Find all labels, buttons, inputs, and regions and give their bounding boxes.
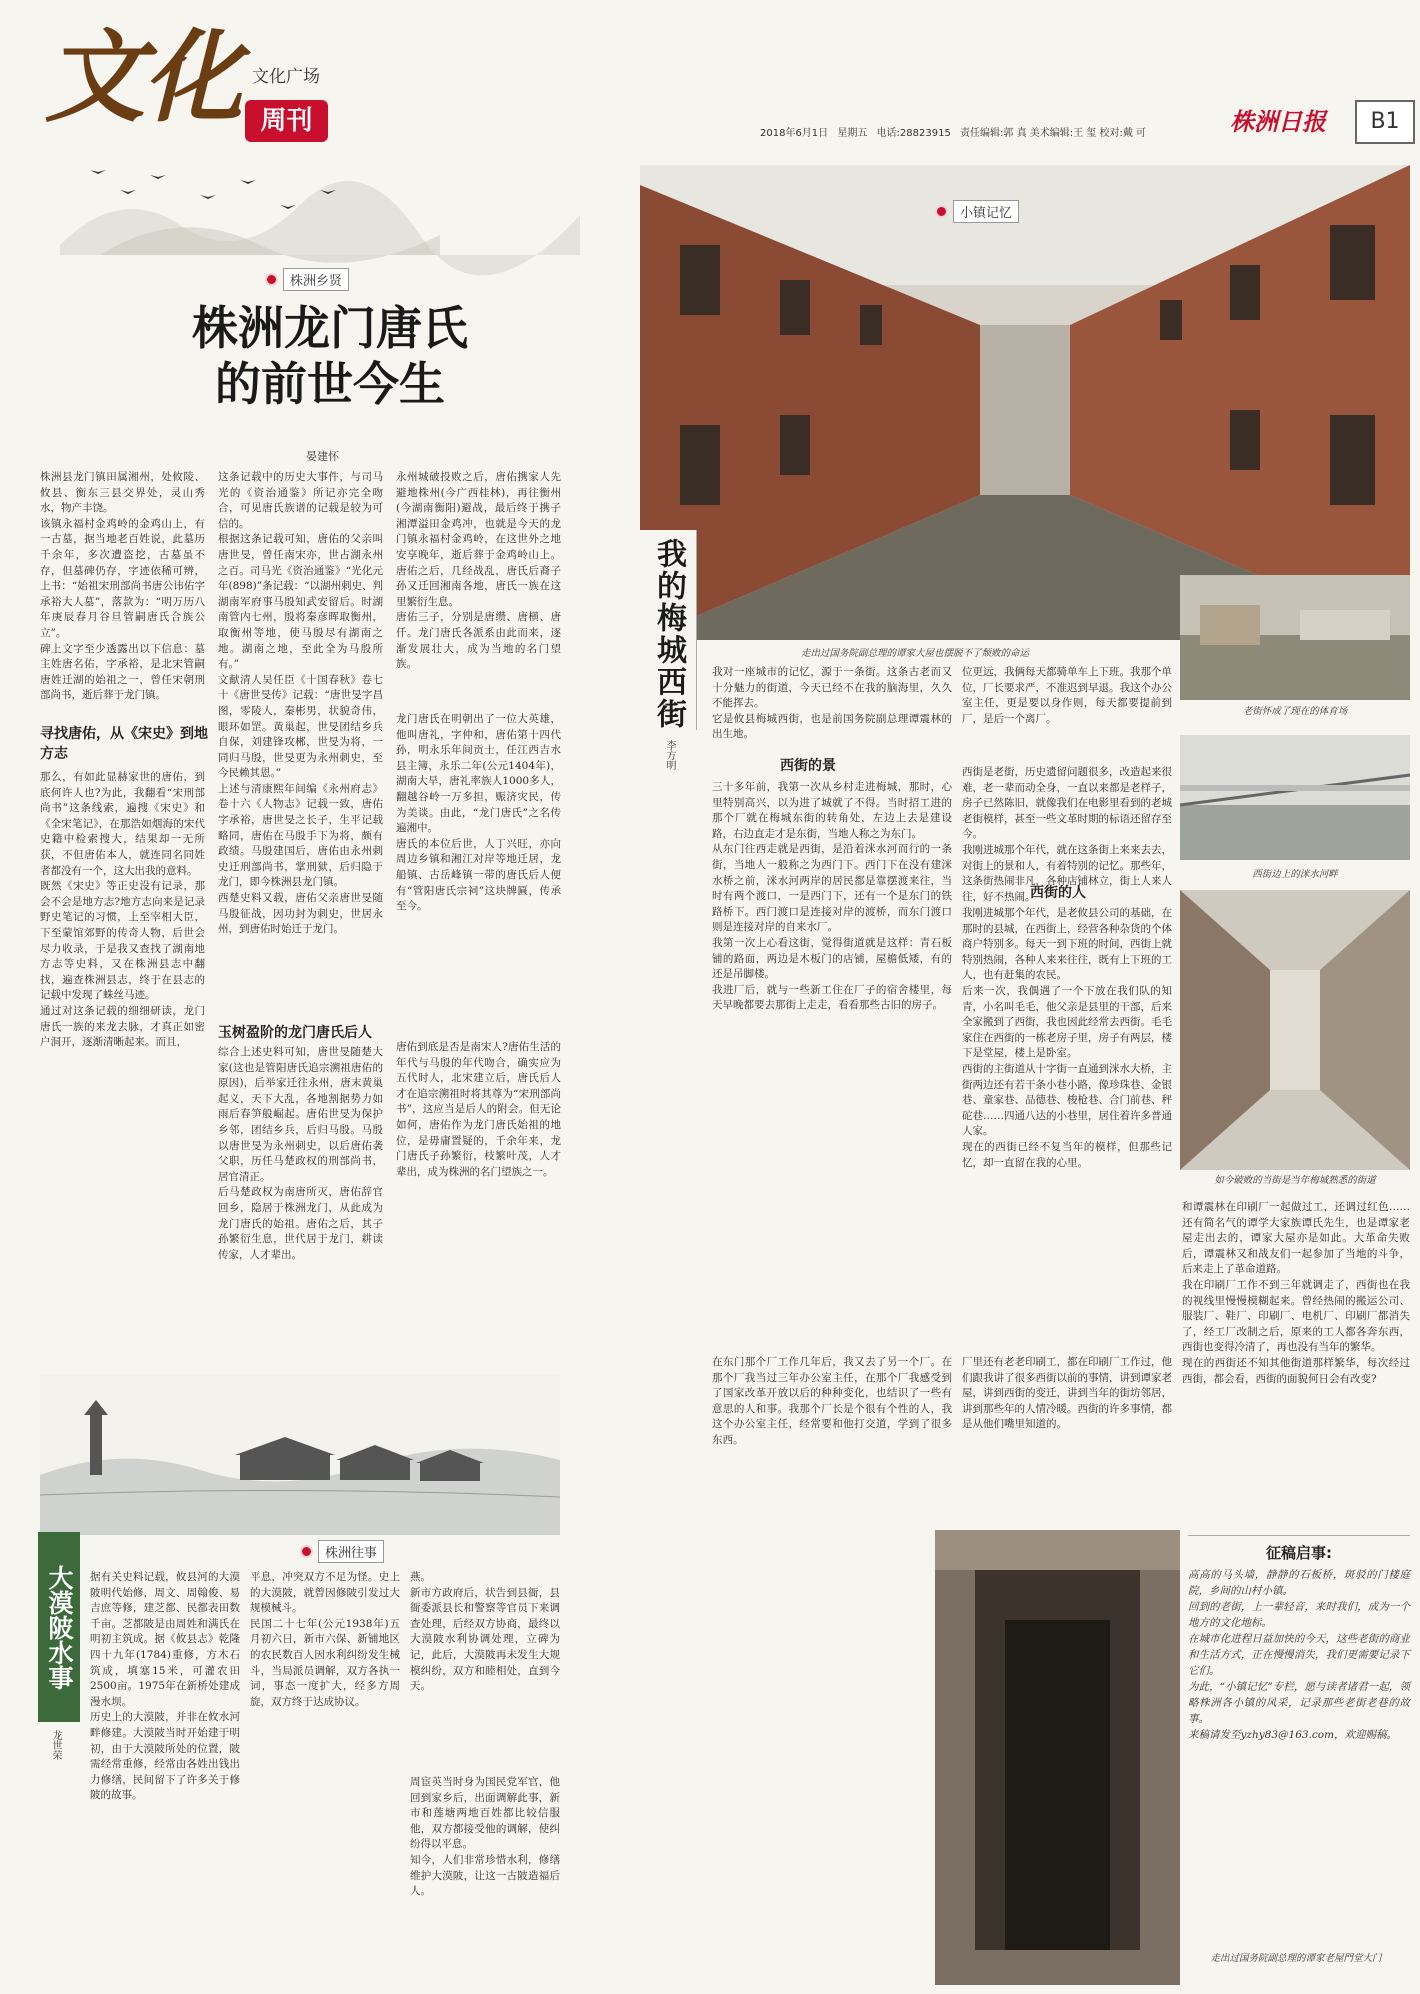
red-dot-icon: [935, 205, 948, 218]
article1-col3b: 龙门唐氏在明朝出了一位大英雄，他叫唐礼，字仲和，唐佑第十四代孙，明永乐年间贡士，任江西吉水县主簿，永乐二年(公元1404年)，湖南大旱，唐礼率族人1000多人，翻越谷岭一万多担，赈济灾民，传为美谈。由此，“龙门唐氏”之名传遍湘中。 唐氏的本位后世，人丁兴旺，亦向周边乡镇和湘江对岸等地迁居，龙船镇、古岳峰镇一带的唐氏后人便有“管阳唐氏宗祠”这块牌匾，传承至今。: [396, 713, 561, 913]
tag-label: 小镇记忆: [953, 200, 1019, 223]
article1-col2b: 综合上述史料可知，唐世旻随楚大家(这也是管阳唐氏追宗溯祖唐佑的原因)，后举家迁往永州，唐末黄巢起义，天下大乱，各地割据势力如雨后春笋般崛起。唐佑世旻为保护乡邻，团结乡兵，后归马殷。马殷以唐世旻为永州刺史，以后唐佑袭父职，历任马楚政权的刑部尚书，居官清正。 后马楚政权为南唐所灭，唐佑辞官回乡，隐居于株洲龙门，从此成为龙门唐氏的始祖。唐佑之后，其子孙繁衍生息，世代居于龙门，耕读传家，人才辈出。: [218, 1046, 383, 1261]
article1-col1b: 那么，有如此显赫家世的唐佑，到底何许人也?为此，我翻看“宋刑部尚书”这条线索，遍搜《宋史》和《全宋笔记》，在那浩如烟海的宋代史籍中检索搜大，结果却一无所获，不但唐佑本人，就连同名同姓者都没有一个，这大出我的意料。 既然《宋史》等正史没有记录，那会不会是地方志?地方志向来是记录野史笔记的习惯，上至宰相大臣，下至蒙馆郊野的传奇人物，后世会尽力收录，于是我又查找了湖南地方志等史料，又在株洲县志中翻找，遍查株洲县志，终于在县志的记载中发现了蛛丝马迹。 通过对这条记载的细细研读，龙门唐氏一族的来龙去脉，才真正如密户洞开，逐渐清晰起来。而且，: [40, 771, 205, 1049]
newspaper-logo: 株洲日报: [1230, 107, 1326, 136]
article1-title: [120, 300, 540, 412]
article2-colE: 和谭震林在印刷厂一起做过工，还调过红色……还有简名气的谭学大家族谭氏先生，也是谭家老屋走出去的，谭家大屋亦是如此。大革命失败后，谭震林又和战友们一起参加了当地的斗争，后来走上了革命道路。 我在印刷厂工作不到三年就调走了，西街也在我的视线里慢慢模糊起来。曾经热闹的搬运公司、服装厂、鞋厂、印刷厂、电机厂、印刷厂都消失了，经工厂改制之后，原来的工人都各奔东西，西街也变得冷清了，再也没有当年的繁华。 现在的西街还不知其他街道那样繁华，每次经过西街，都会看，西街的面貌何日会有改变?: [1182, 1201, 1410, 1385]
photo-river: [1180, 735, 1410, 860]
masthead: [0, 0, 1420, 140]
date: 2018年6月1日: [760, 128, 829, 139]
notice-body: 高高的马头墙，静静的石板桥，斑驳的门楼庭院，乡间的山村小镇。 回到的老街，上一辈轻音，来时我们，成为一个地方的文化地标。 在城市化进程日益加快的今天，这些老街的商业和生活方式，正在慢慢消失，我们更需要记录下它们。 为此，“小镇记忆”专栏，愿与读者诸君一起，领略株洲各小镇的风采，记录那些老街老巷的故事。 来稿请发至yzhy83@163.com，欢迎赐稿。: [1188, 1569, 1410, 1741]
article2-colB: 西街是老街，历史遗留问题很多，改造起来很难，老一辈而动全身，一直以来都是老样子，房子已然陈旧，就像我们在电影里看到的老城老街模样，甚至一些文革时期的标语还留存至今。 我刚进城那个年代，就在这条街上来来去去，对街上的景和人，有着特别的记忆。那些年，这条街热闹非凡，各种店铺林立，街上人来人往，好不热闹。: [962, 766, 1172, 903]
water-village-illustration: [40, 1375, 560, 1535]
title-line-2: 的前世今生: [215, 357, 445, 411]
red-dot-icon: [300, 1545, 313, 1558]
photo-old-street: [1180, 890, 1410, 1170]
red-dot-icon: [265, 273, 278, 286]
section-label: 文化广场: [252, 67, 320, 87]
article3-col2: 平息，冲突双方不足为怪。史上的大漠陂，就曾因修陂引发过大规模械斗。 民国二十七年(公元1938年)五月初六日，新市六保、新铺地区的农民数百人因水利纠纷发生械斗，当局派员调解，双方各执一词，事态一度扩大，经多方周旋，双方终于达成协议。: [250, 1571, 400, 1708]
article2-intro: 我对一座城市的记忆，源于一条街。这条古老而又十分魅力的街道，今天已经不在我的脑海里，久久不能挥去。 它是攸县梅城西街，也是前国务院副总理谭震林的出生地。: [712, 666, 952, 741]
photo-old-street-caption: 如今破败的当街是当年梅城熟悉的街道: [1214, 1175, 1376, 1186]
tag-xiaozhen-jiyi: [935, 200, 1019, 223]
tag-zhuzhou-wangshi: [300, 1540, 384, 1563]
photo-doorway-caption: 走出过国务院副总理的谭家老屋門堂大门: [1210, 1953, 1382, 1964]
birds-decor: [80, 150, 380, 250]
photo-doorway: [935, 1530, 1180, 1985]
title-line-1: 株洲龙门唐氏: [192, 301, 468, 355]
photo-stadium: [1180, 575, 1410, 700]
article1-author: 晏建怀: [306, 450, 339, 463]
logo-text: 文化: [45, 18, 241, 136]
notice-title: 征稿启事:: [1266, 1544, 1332, 1562]
article2-author: 李方明: [664, 740, 675, 770]
page-number: B1: [1355, 100, 1415, 144]
article2-colD: 我刚进城那个年代，是老攸县公司的基础，在那时的县城，在西街上，经营各种杂货的个体商户特别多。每天一到下班的时间，西街上就特别热闹，各种人来来往往，既有上下班的工人，也有赶集的农民。 后来一次，我偶遇了一个下放在我们队的知青，小名叫毛毛，他父亲是县里的干部，后来全家搬到了西街，我也因此经常去西街。毛毛家住在西街的一栋老房子里，房子有两层，楼下是堂屋，楼上是卧室。 西街的主街道从十字街一直通到洣水大桥，主街两边还有若干条小巷小路，像珍珠巷、金银巷、童家巷、品德巷、梭枪巷、合门前巷、秤砣巷……四通八达的小巷里，居住着许多普通人家。 现在的西街已经不复当年的模样，但那些记忆，却一直留在我的心里。: [962, 907, 1172, 1169]
weekday: 星期五: [837, 128, 868, 139]
editors: 责任编辑:郭 真 美术编辑:王 玺 校对:戴 可: [960, 128, 1147, 139]
photo-stadium-caption: 老街怀成了现在的体育场: [1242, 706, 1348, 717]
article2-colC: 位更远，我俩每天都骑单车上下班。我那个单位，厂长要求严，不准迟到早退。我这个办公室主任，更是要以身作则，每天都要提前到厂，是后一个离厂。: [962, 666, 1172, 725]
article4-colG: 厂里还有老老印刷工，都在印刷厂工作过，他们跟我讲了很多西街以前的事情，讲到谭家老屋，讲到西街的变迁，讲到当年的街坊邻居，讲到那些年的人情冷暖。西街的许多事情，都是从他们嘴里知道的。: [962, 1356, 1172, 1431]
tag-label: 株洲乡贤: [283, 268, 349, 291]
article1-sub1: 寻找唐佑，从《宋史》到地方志: [40, 726, 208, 762]
article2-sub1: 西街的景: [780, 758, 836, 774]
main-photo-old-street: [640, 165, 1410, 640]
call-for-papers: [1188, 1535, 1410, 1942]
article3-vertical-title: [38, 1532, 80, 1722]
article2-title: 我的梅城西街: [651, 538, 686, 730]
article1-col2a: 这条记载中的历史大事件，与司马光的《资治通鉴》所记亦完全吻合，可见唐氏族谱的记载是较为可信的。 根据这条记载可知，唐佑的父亲叫唐世旻，曾任南宋亦，世占湖永州之百。司马光《资治通鉴》“光化元年(898)”条记载：“以湖州刺史、判湖南军府事马殷知武安留后。时湖南管内七州，殷将秦彦晖取衡州，取衡州等地，使马殷尽有湖南之地。湖南之地，至此全为马殷所有。” 文献清人吴任臣《十国春秋》卷七十《唐世旻传》记载：“唐世旻字昌图，零陵人，秦彬男，状貌奇伟，眼环如罡。黄巢起，世旻团结乡兵自保，刘建锋攻郴，世旻为将，一同归马殷，世旻更为永州刺史，至今民赖其恩。” 上述与清康熙年间编《永州府志》卷十六《人物志》记载一致，唐佑字承裕，唐世旻之长子，生平记载略同，唐佑在马殷手下为将，颇有政绩。马殷建国后，唐佑由永州刺史迁刑部尚书，掌刑狱，后归隐于龙门，即今株洲县龙门镇。 西楚史料又载，唐佑父亲唐世旻随马殷征战，因功封为刺史，世居永州，到唐佑时始迁于龙门。: [218, 471, 383, 936]
article3-col1: 据有关史料记载，攸县河的大漠陂明代始修，周文、周翰俊、易吉庶等修，建芝都、民都表田数千亩。芝都陂是由周姓和满氏在明初主筑成。据《攸县志》乾隆四十九年(1784)重修，方木石筑成，填塞15米，可灌农田2500亩。1975年在新桥处建成漫水坝。 历史上的大漠陂，并非在攸水河畔修建。大漠陂当时开始建于明初，由于大漠陂所处的位置，陂需经常重修，经常由各姓出钱出力修缮，民间留下了许多关于修陂的故事。: [90, 1571, 240, 1802]
article4-colF: 在东门那个厂工作几年后，我又去了另一个厂。在那个厂我当过三年办公室主任，在那个厂我感受到了国家改革开放以后的种种变化，也结识了一些有意思的人和事。我那个厂长是个很有个性的人，我这个办公室主任，经常要和他打交道，学到了很多东西。: [712, 1356, 952, 1446]
weekly-label: 周刊: [245, 100, 328, 142]
issue-date: [760, 124, 1146, 139]
article2-colA: 三十多年前，我第一次从乡村走进梅城，那时，心里特别高兴，以为进了城就了不得。当时招工进的那个厂就在梅城东街的转角处，左边上去是建设路，右边直走才是东街，当地人称之为东门。 从东门往西走就是西街，是沿着洣水河而行的一条街，当地人一般称之为西门下。西门下在没有建洣水桥之前，洣水河两岸的居民都是靠摆渡来往，当时有两个渡口，一是西门下，还有一个是东门的铁路桥下。西门渡口是连接对岸的渡桥，而东门渡口则是连接对岸的自来水厂。 我第一次上心看这街，觉得街道就是这样：青石板铺的路面，两边是木板门的店铺，屋檐低矮，有的还是吊脚楼。 我进厂后，就与一些新工住在厂子的宿舍楼里，每天早晚都要去那街上走走，看看那些古旧的房子。: [712, 781, 952, 1012]
article1-sub2: 玉树盈阶的龙门唐氏后人: [218, 1025, 372, 1041]
article1-col1a: 株洲县龙门镇田属湘州，处攸陵、攸县、衡东三县交界处，灵山秀水，物产丰饶。 该镇永福村金鸡岭的金鸡山上，有一古墓，据当地老百姓说，此墓历千余年，多次遭盗挖，古墓虽不存，但墓碑仍存，字迹依稀可辨，上书：“始祖宋刑部尚书唐公讳佑字承裕大人墓”，落款为：“明万历八年庚辰春月谷旦管嗣唐氏合族公立”。 碑上文字至少透露出以下信息：墓主姓唐名佑，字承裕，是北宋管嗣唐姓迁湖的始祖之一，曾任宋朝刑部尚书，逝后葬于龙门镇。: [40, 471, 205, 702]
article1-col3a: 永州城破投败之后，唐佑携家人先避地株州(今广西桂林)，再往衡州(今湖南衡阳)避战，最后终于携子湘潭溢田金鸡冲，也就是今天的龙门镇永福村金鸡岭，在这世外之地安享晚年，逝后葬于金鸡岭山上。唐佑之后，几经战乱，唐氏后裔子孙又迁回湘南各地，唐氏一族在这里繁衍生息。 唐佑三子，分别是唐缵、唐横、唐仟。龙门唐氏各派系由此而来，逐渐发展壮大，成为当地的名门望族。: [396, 471, 561, 671]
article3-author: 龙世荣: [50, 1730, 61, 1760]
article2-vertical-title-box: [640, 530, 697, 730]
article1-col3c: 唐佑到底是否是南宋人?唐佑生活的年代与马殷的年代吻合，确实应为五代时人，北宋建立后，唐氏后人才在追宗溯祖时将其尊为“宋刑部尚书”，这应当是后人的附会。但无论如何，唐佑作为龙门唐氏始祖的地位，是毋庸置疑的，千余年来，龙门唐氏子孙繁衍，枝繁叶茂，人才辈出，成为株洲的名门望族之一。: [396, 1041, 561, 1178]
article2-sub2: 西街的人: [1030, 885, 1086, 901]
article3-title: 大漠陂水事: [45, 1564, 74, 1690]
tag-zhuzhou-xiangxian: [265, 268, 349, 291]
article3-col4: 周宦英当时身为国民党军官，他回到家乡后，出面调解此事，新市和莲塘两地百姓都比较信服他，双方都接受他的调解，使纠纷得以平息。 知今，人们非常珍惜水利，修缮维护大漠陂，让这一古陂造福后人。: [410, 1776, 560, 1898]
phone: 电话:28823915: [876, 128, 951, 139]
photo-river-caption: 西街边上的洣水河畔: [1252, 869, 1338, 880]
article3-col3: 燕。 新市方政府后，状告到县衙，县衙委派县长和警察等官员下来调查处理，后经双方协商，最终以大漠陂水利协调处理，立碑为记，此后，大漠陂再未发生大规模纠纷，双方和睦相处，直到今天。: [410, 1571, 560, 1693]
tag-label: 株洲往事: [318, 1540, 384, 1563]
main-photo-caption: 走出过国务院副总理的谭家大屋也摆脱不了颓败的命运: [800, 648, 1029, 659]
